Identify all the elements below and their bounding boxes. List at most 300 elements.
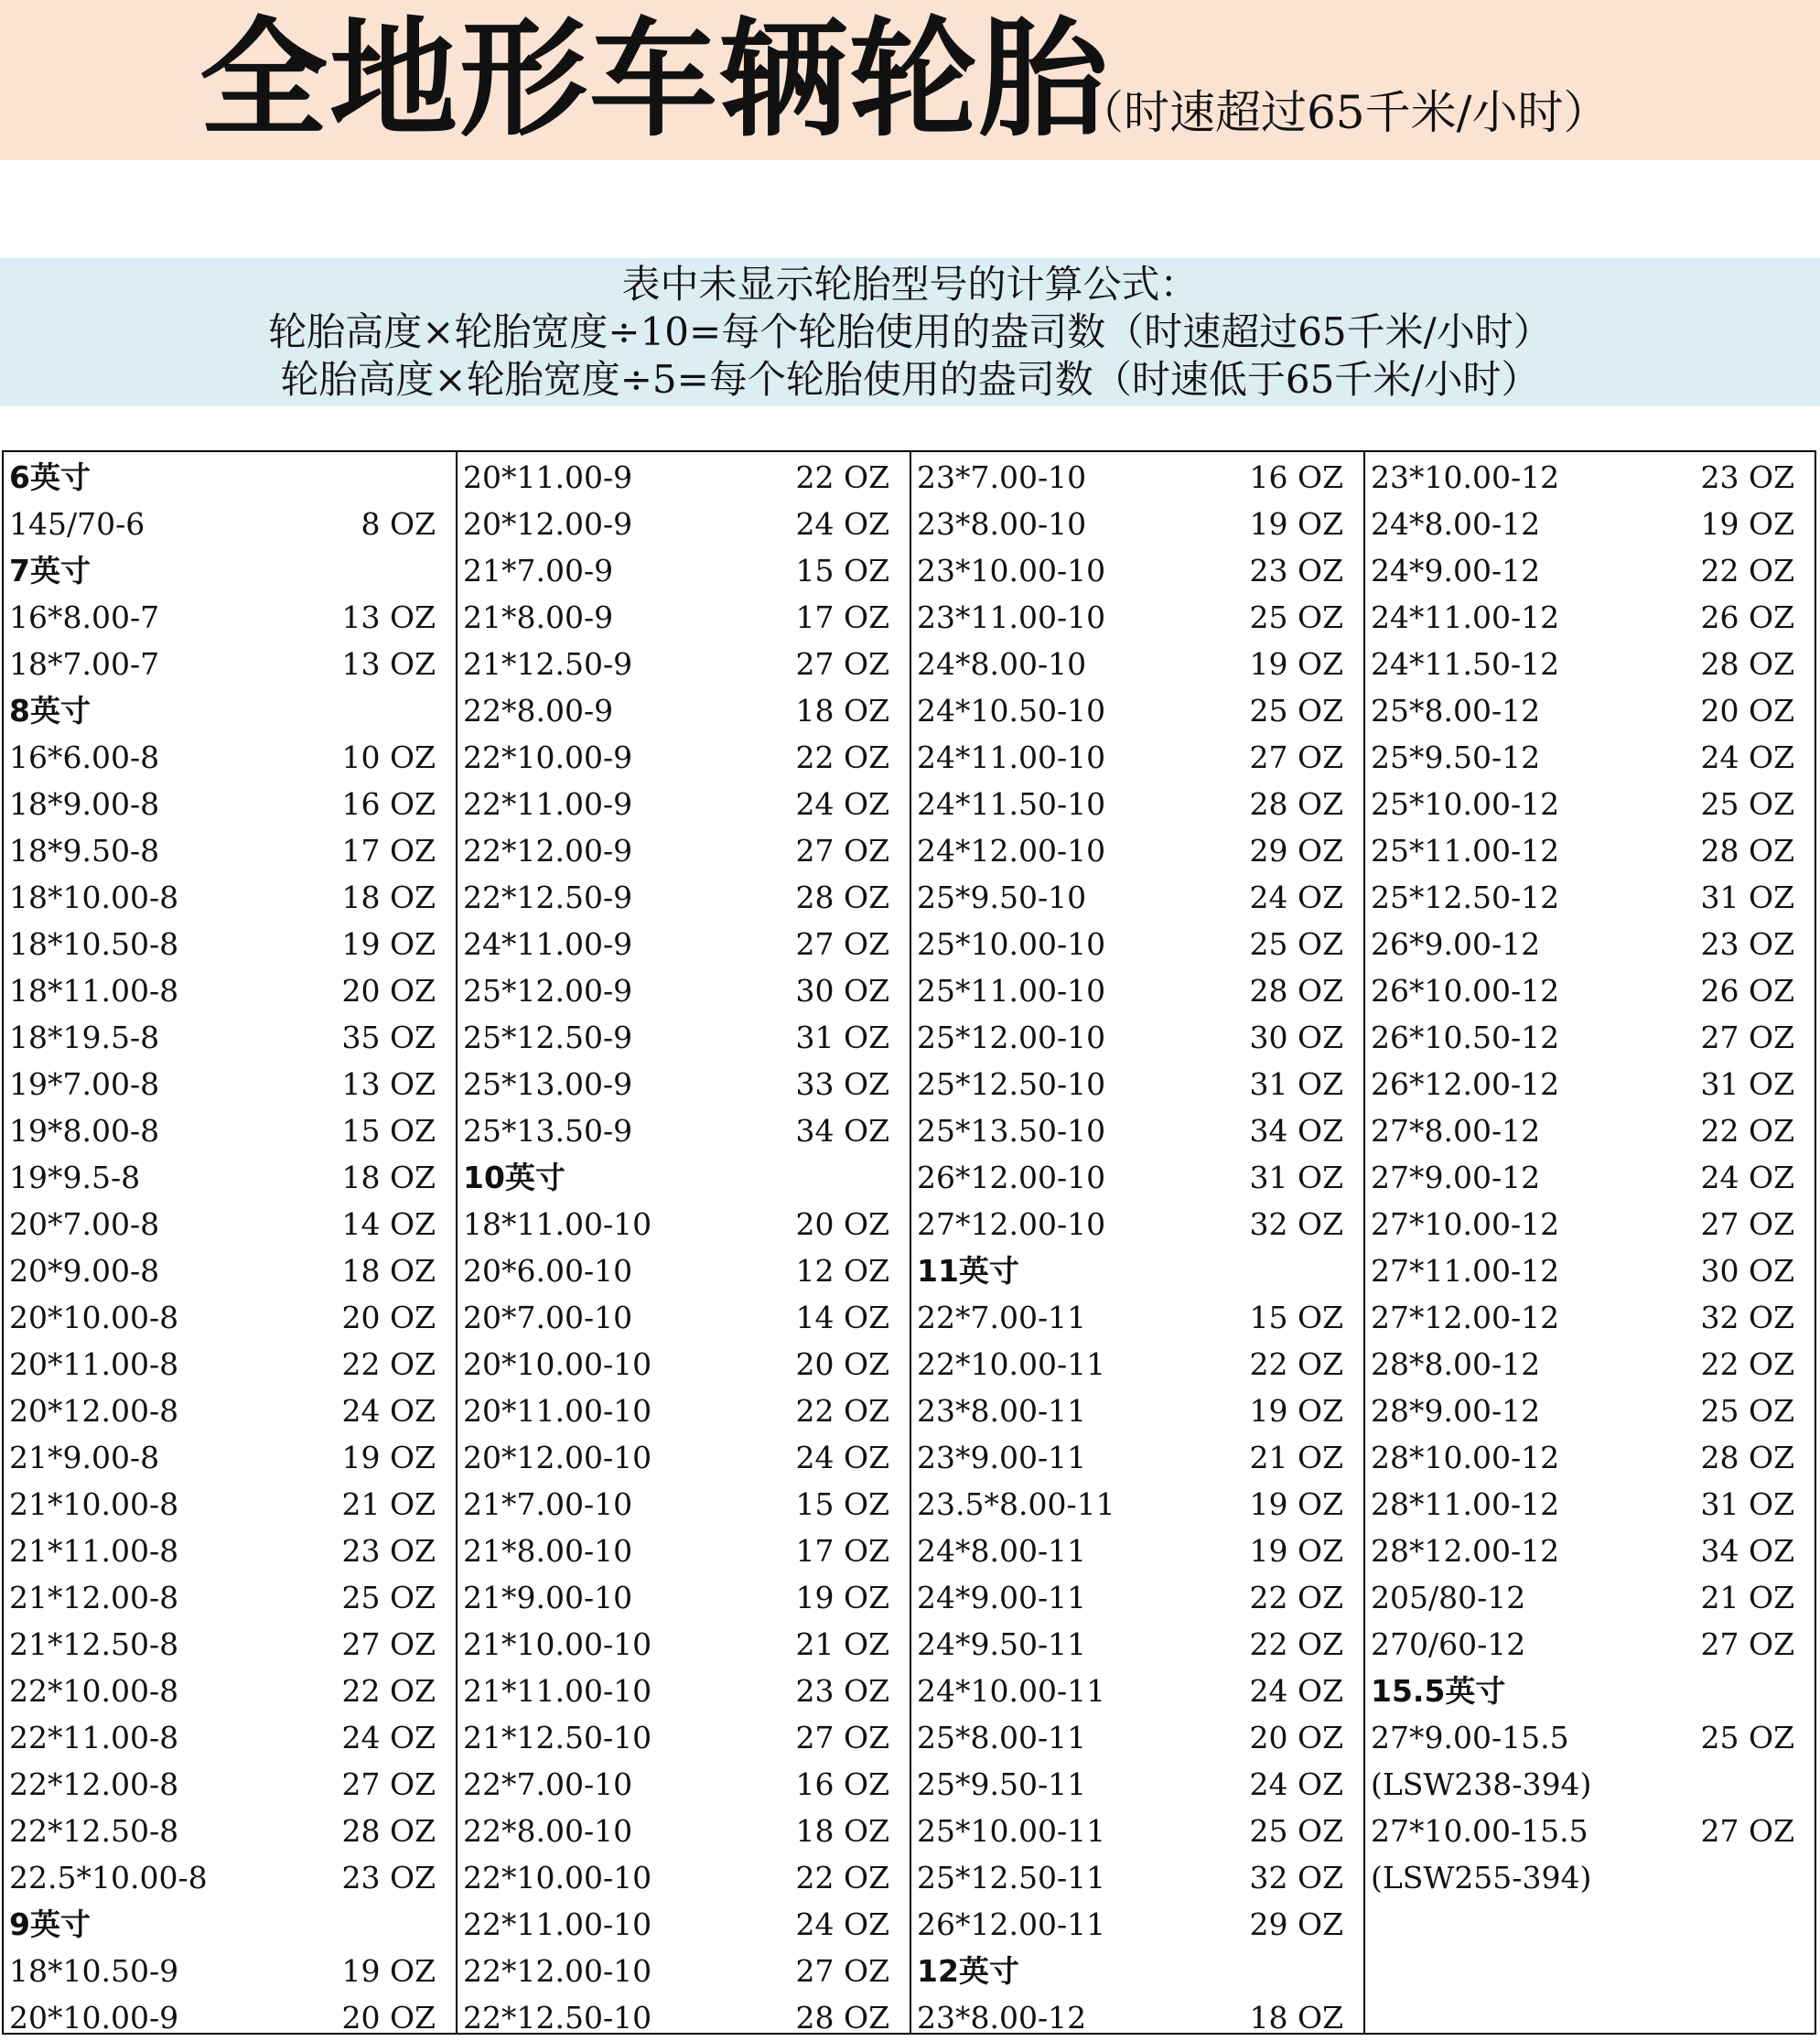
ounce-amount: 32 OZ [1249, 1206, 1343, 1242]
tire-size: 21*12.50-8 [9, 1626, 179, 1662]
table-row [1365, 1574, 1815, 1621]
table-row [458, 454, 910, 501]
table-column [1365, 452, 1815, 2033]
tire-size: 20*12.00-10 [463, 1440, 652, 1475]
table-row [4, 501, 456, 547]
section-header [4, 1901, 456, 1948]
table-row [911, 1901, 1363, 1948]
table-row [4, 967, 456, 1014]
ounce-amount: 17 OZ [341, 833, 436, 869]
formula-over-65: 轮胎高度×轮胎宽度÷10=每个轮胎使用的盎司数（时速超过65千米/小时） [268, 309, 1552, 354]
tire-size: 21*7.00-9 [463, 553, 614, 589]
tire-size: 24*11.00-9 [463, 926, 633, 962]
section-header [911, 1948, 1363, 1994]
tire-size: 22*11.00-9 [463, 786, 633, 822]
table-row [4, 1714, 456, 1761]
ounce-amount: 31 OZ [1700, 1066, 1794, 1102]
table-row [1365, 1014, 1815, 1061]
tire-size: 26*12.00-10 [917, 1160, 1106, 1195]
table-row [911, 781, 1363, 827]
tire-size: 270/60-12 [1371, 1626, 1526, 1662]
ounce-amount: 20 OZ [795, 1206, 889, 1242]
table-row [1365, 1481, 1815, 1528]
table-row [4, 1388, 456, 1434]
tire-size: 22*7.00-10 [463, 1766, 633, 1802]
tire-size: 205/80-12 [1371, 1580, 1526, 1615]
tire-size: 28*9.00-12 [1371, 1393, 1541, 1429]
ounce-amount: 24 OZ [1249, 880, 1343, 915]
tire-size: 20*7.00-10 [463, 1300, 633, 1335]
ounce-amount: 19 OZ [341, 1953, 436, 1989]
table-row [4, 1294, 456, 1341]
table-row [911, 1854, 1363, 1901]
tire-size: 25*12.50-12 [1371, 880, 1560, 915]
ounce-amount: 19 OZ [795, 1580, 889, 1615]
ounce-amount: 33 OZ [795, 1066, 889, 1102]
ounce-amount: 26 OZ [1700, 973, 1794, 1009]
tire-size: 16*6.00-8 [9, 740, 160, 775]
tire-size: 25*9.50-10 [917, 880, 1087, 915]
tire-size: 24*8.00-11 [917, 1533, 1087, 1569]
tire-size: 24*11.50-12 [1371, 646, 1560, 682]
ounce-amount: 18 OZ [341, 880, 436, 915]
table-row [1365, 1434, 1815, 1481]
tire-size: 19*7.00-8 [9, 1066, 160, 1102]
table-row [911, 1294, 1363, 1341]
ounce-amount: 22 OZ [795, 459, 889, 495]
tire-size: 20*11.00-9 [463, 459, 633, 495]
rim-size-label: 8英寸 [9, 693, 91, 729]
tire-size: 25*8.00-12 [1371, 693, 1541, 729]
ounce-amount: 25 OZ [1249, 1813, 1343, 1849]
tire-size: 21*8.00-10 [463, 1533, 633, 1569]
tire-size: 23*10.00-12 [1371, 459, 1560, 495]
ounce-amount: 21 OZ [1700, 1580, 1794, 1615]
ounce-amount: 15 OZ [795, 553, 889, 589]
table-row [458, 1528, 910, 1574]
tire-size-table [2, 450, 1816, 2035]
table-row [1365, 967, 1815, 1014]
ounce-amount: 18 OZ [795, 1813, 889, 1849]
ounce-amount: 27 OZ [795, 833, 889, 869]
table-row [458, 1107, 910, 1154]
table-row [1365, 1854, 1815, 1901]
ounce-amount: 20 OZ [341, 973, 436, 1009]
tire-size: 26*9.00-12 [1371, 926, 1541, 962]
ounce-amount: 35 OZ [341, 1020, 436, 1055]
table-row [911, 1714, 1363, 1761]
table-column [4, 452, 458, 2036]
ounce-amount: 21 OZ [341, 1486, 436, 1522]
tire-size: 20*12.00-9 [463, 506, 633, 542]
table-row [458, 1621, 910, 1668]
table-row [911, 454, 1363, 501]
ounce-amount: 28 OZ [795, 880, 889, 915]
table-row [911, 1201, 1363, 1247]
rim-size-label: 12英寸 [917, 1953, 1019, 1989]
section-header [1365, 1668, 1815, 1714]
table-row [458, 1761, 910, 1808]
table-row [4, 1668, 456, 1714]
table-row [458, 1854, 910, 1901]
table-row [911, 1154, 1363, 1201]
tire-size: 22*8.00-9 [463, 693, 614, 729]
ounce-amount: 15 OZ [1249, 1300, 1343, 1335]
table-row [4, 1247, 456, 1294]
ounce-amount: 22 OZ [1700, 1346, 1794, 1382]
tire-size: 22*12.00-9 [463, 833, 633, 869]
tire-size: 27*10.00-12 [1371, 1206, 1560, 1242]
table-row [4, 1107, 456, 1154]
ounce-amount: 22 OZ [1249, 1346, 1343, 1382]
ounce-amount: 25 OZ [341, 1580, 436, 1615]
ounce-amount: 10 OZ [341, 740, 436, 775]
tire-size: 20*11.00-10 [463, 1393, 652, 1429]
tire-size: 25*9.50-11 [917, 1766, 1087, 1802]
tire-size: 28*10.00-12 [1371, 1440, 1560, 1475]
tire-size: 24*11.00-12 [1371, 599, 1560, 635]
tire-size: 21*9.00-10 [463, 1580, 633, 1615]
ounce-amount: 31 OZ [795, 1020, 889, 1055]
tire-size: 22*10.00-9 [463, 740, 633, 775]
ounce-amount: 15 OZ [795, 1486, 889, 1522]
tire-size: 22*7.00-11 [917, 1300, 1087, 1335]
table-row [911, 1481, 1363, 1528]
table-row [458, 1247, 910, 1294]
table-row [1365, 1341, 1815, 1388]
ounce-amount: 32 OZ [1700, 1300, 1794, 1335]
ounce-amount: 28 OZ [341, 1813, 436, 1849]
table-row [4, 1528, 456, 1574]
tire-size: 18*11.00-10 [463, 1206, 652, 1242]
table-row [458, 687, 910, 734]
table-row [458, 921, 910, 967]
tire-size: 24*9.00-12 [1371, 553, 1541, 589]
table-row [911, 1341, 1363, 1388]
tire-size: 21*10.00-10 [463, 1626, 652, 1662]
ounce-amount: 27 OZ [795, 1953, 889, 1989]
ounce-amount: 16 OZ [795, 1766, 889, 1802]
table-row [458, 1994, 910, 2041]
ounce-amount: 34 OZ [795, 1113, 889, 1149]
ounce-amount: 19 OZ [1249, 1533, 1343, 1569]
tire-size: 26*10.00-12 [1371, 973, 1560, 1009]
tire-size: 18*7.00-7 [9, 646, 160, 682]
table-row [4, 1434, 456, 1481]
table-row [1365, 874, 1815, 921]
section-header [4, 454, 456, 501]
ounce-amount: 29 OZ [1249, 1906, 1343, 1942]
ounce-amount: 31 OZ [1700, 880, 1794, 915]
table-row [458, 1808, 910, 1854]
tire-size: 25*11.00-12 [1371, 833, 1560, 869]
table-row [458, 874, 910, 921]
tire-size: 25*10.00-12 [1371, 786, 1560, 822]
rim-size-label: 7英寸 [9, 553, 91, 589]
table-row [4, 1014, 456, 1061]
table-row [911, 1994, 1363, 2041]
tire-size: 16*8.00-7 [9, 599, 160, 635]
table-row [458, 641, 910, 687]
tire-size: 26*12.00-11 [917, 1906, 1106, 1942]
ounce-amount: 18 OZ [341, 1160, 436, 1195]
table-row [1365, 1761, 1815, 1808]
table-row [4, 1948, 456, 1994]
tire-size: 27*8.00-12 [1371, 1113, 1541, 1149]
table-row [4, 1061, 456, 1107]
table-row [458, 1574, 910, 1621]
tire-size: 18*9.00-8 [9, 786, 160, 822]
tire-size: 20*12.00-8 [9, 1393, 179, 1429]
table-row [4, 827, 456, 874]
tire-size: 25*12.50-9 [463, 1020, 633, 1055]
ounce-amount: 24 OZ [795, 1440, 889, 1475]
table-row [1365, 827, 1815, 874]
tire-size: 25*10.00-11 [917, 1813, 1106, 1849]
table-column [458, 452, 911, 2036]
ounce-amount: 24 OZ [341, 1720, 436, 1755]
table-row [4, 1761, 456, 1808]
ounce-amount: 18 OZ [341, 1253, 436, 1289]
ounce-amount: 17 OZ [795, 599, 889, 635]
ounce-amount: 24 OZ [1700, 740, 1794, 775]
tire-size: 21*12.00-8 [9, 1580, 179, 1615]
table-row [911, 967, 1363, 1014]
tire-size: 21*7.00-10 [463, 1486, 633, 1522]
tire-size: 27*9.00-12 [1371, 1160, 1541, 1195]
table-row [1365, 547, 1815, 594]
ounce-amount: 27 OZ [1249, 740, 1343, 775]
tire-size: 24*12.00-10 [917, 833, 1106, 869]
tire-size: 25*11.00-10 [917, 973, 1106, 1009]
table-row [4, 1854, 456, 1901]
ounce-amount: 24 OZ [795, 1906, 889, 1942]
ounce-amount: 31 OZ [1249, 1066, 1343, 1102]
tire-size: 20*9.00-8 [9, 1253, 160, 1289]
rim-size-label: 10英寸 [463, 1160, 565, 1195]
ounce-amount: 20 OZ [795, 1346, 889, 1382]
table-row [911, 594, 1363, 641]
tire-size: 19*8.00-8 [9, 1113, 160, 1149]
table-row [458, 1201, 910, 1247]
tire-size: 20*7.00-8 [9, 1206, 160, 1242]
tire-size: 22*11.00-8 [9, 1720, 179, 1755]
table-column [911, 452, 1365, 2036]
table-row [458, 1294, 910, 1341]
tire-size: 27*10.00-15.5 [1371, 1813, 1588, 1849]
section-header [911, 1247, 1363, 1294]
table-row [1365, 1808, 1815, 1854]
ounce-amount: 24 OZ [1700, 1160, 1794, 1195]
ounce-amount: 28 OZ [1700, 833, 1794, 869]
tire-size: 19*9.5-8 [9, 1160, 141, 1195]
table-row [911, 874, 1363, 921]
table-row [458, 967, 910, 1014]
tire-size: 23*8.00-11 [917, 1393, 1087, 1429]
tire-size: 25*12.50-10 [917, 1066, 1106, 1102]
tire-size: 23*7.00-10 [917, 459, 1087, 495]
table-row [1365, 1388, 1815, 1434]
table-row [4, 594, 456, 641]
table-row [4, 1341, 456, 1388]
tire-size: 18*10.50-8 [9, 926, 179, 962]
ounce-amount: 26 OZ [1700, 599, 1794, 635]
table-row [4, 641, 456, 687]
ounce-amount: 24 OZ [341, 1393, 436, 1429]
table-row [911, 1574, 1363, 1621]
table-row [911, 734, 1363, 781]
table-row [4, 1621, 456, 1668]
ounce-amount: 22 OZ [1700, 1113, 1794, 1149]
tire-size: 18*10.00-8 [9, 880, 179, 915]
ounce-amount: 19 OZ [1249, 646, 1343, 682]
tire-size: 27*12.00-10 [917, 1206, 1106, 1242]
tire-size: 26*12.00-12 [1371, 1066, 1560, 1102]
table-row [458, 827, 910, 874]
tire-size: 27*11.00-12 [1371, 1253, 1560, 1289]
table-row [911, 641, 1363, 687]
tire-size: 23*11.00-10 [917, 599, 1106, 635]
rim-size-label: 15.5英寸 [1371, 1673, 1506, 1709]
tire-size: 21*12.50-9 [463, 646, 633, 682]
table-row [911, 1621, 1363, 1668]
table-row [1365, 1201, 1815, 1247]
ounce-amount: 25 OZ [1249, 693, 1343, 729]
table-row [911, 1668, 1363, 1714]
table-row [1365, 594, 1815, 641]
ounce-amount: 22 OZ [795, 1393, 889, 1429]
ounce-amount: 14 OZ [795, 1300, 889, 1335]
table-row [4, 1154, 456, 1201]
ounce-amount: 25 OZ [1700, 1393, 1794, 1429]
section-header [4, 547, 456, 594]
tire-size: 22.5*10.00-8 [9, 1860, 208, 1895]
ounce-amount: 27 OZ [795, 926, 889, 962]
tire-size: 24*10.50-10 [917, 693, 1106, 729]
ounce-amount: 19 OZ [1700, 506, 1794, 542]
tire-size: 22*8.00-10 [463, 1813, 633, 1849]
table-row [1365, 1294, 1815, 1341]
table-row [911, 1434, 1363, 1481]
rim-size-label: 9英寸 [9, 1906, 91, 1942]
tire-size: 18*11.00-8 [9, 973, 179, 1009]
tire-size: 22*12.50-9 [463, 880, 633, 915]
table-row [1365, 641, 1815, 687]
tire-size: 24*9.00-11 [917, 1580, 1087, 1615]
tire-size: 25*9.50-12 [1371, 740, 1541, 775]
table-row [1365, 501, 1815, 547]
tire-size: 18*10.50-9 [9, 1953, 179, 1989]
ounce-amount: 22 OZ [1700, 553, 1794, 589]
ounce-amount: 31 OZ [1700, 1486, 1794, 1522]
tire-size: 145/70-6 [9, 506, 145, 542]
tire-size: 25*12.00-9 [463, 973, 633, 1009]
ounce-amount: 19 OZ [341, 926, 436, 962]
ounce-amount: 19 OZ [1249, 1393, 1343, 1429]
title-banner [0, 0, 1820, 160]
tire-size: 20*10.00-8 [9, 1300, 179, 1335]
tire-size: 24*8.00-12 [1371, 506, 1541, 542]
section-header [458, 1154, 910, 1201]
ounce-amount: 27 OZ [341, 1626, 436, 1662]
ounce-amount: 16 OZ [1249, 459, 1343, 495]
tire-size: 24*11.50-10 [917, 786, 1106, 822]
rim-size-label: 6英寸 [9, 459, 91, 495]
tire-size: 26*10.50-12 [1371, 1020, 1560, 1055]
table-row [458, 1668, 910, 1714]
ounce-amount: 23 OZ [795, 1673, 889, 1709]
ounce-amount: 23 OZ [341, 1533, 436, 1569]
table-row [4, 1808, 456, 1854]
table-row [4, 921, 456, 967]
tire-size: 25*12.50-11 [917, 1860, 1106, 1895]
section-header [4, 687, 456, 734]
ounce-amount: 30 OZ [1249, 1020, 1343, 1055]
table-row [911, 1808, 1363, 1854]
table-row [4, 781, 456, 827]
ounce-amount: 27 OZ [795, 1720, 889, 1755]
ounce-amount: 25 OZ [1700, 786, 1794, 822]
tire-size: 23*9.00-11 [917, 1440, 1087, 1475]
ounce-amount: 31 OZ [1249, 1160, 1343, 1195]
tire-size: (LSW255-394) [1371, 1860, 1592, 1895]
table-row [1365, 1714, 1815, 1761]
table-row [458, 1901, 910, 1948]
table-row [458, 501, 910, 547]
ounce-amount: 28 OZ [1249, 973, 1343, 1009]
ounce-amount: 22 OZ [795, 740, 889, 775]
tire-size: 24*9.50-11 [917, 1626, 1087, 1662]
tire-size: 25*13.00-9 [463, 1066, 633, 1102]
table-row [458, 1388, 910, 1434]
table-row [458, 547, 910, 594]
table-row [458, 781, 910, 827]
ounce-amount: 18 OZ [795, 693, 889, 729]
tire-size: 18*9.50-8 [9, 833, 160, 869]
tire-size: 24*8.00-10 [917, 646, 1087, 682]
formula-banner [0, 258, 1820, 406]
ounce-amount: 13 OZ [341, 646, 436, 682]
ounce-amount: 25 OZ [1249, 599, 1343, 635]
ounce-amount: 8 OZ [361, 506, 436, 542]
ounce-amount: 30 OZ [795, 973, 889, 1009]
ounce-amount: 20 OZ [341, 1300, 436, 1335]
tire-size: 28*11.00-12 [1371, 1486, 1560, 1522]
table-row [458, 734, 910, 781]
table-row [911, 687, 1363, 734]
table-row [1365, 1107, 1815, 1154]
table-row [4, 1481, 456, 1528]
page-subtitle: （时速超过65千米/小时） [1078, 86, 1610, 139]
ounce-amount: 28 OZ [1249, 786, 1343, 822]
ounce-amount: 23 OZ [1700, 926, 1794, 962]
table-row [911, 1107, 1363, 1154]
tire-size: 21*8.00-9 [463, 599, 614, 635]
tire-size: 24*10.00-11 [917, 1673, 1106, 1709]
tire-size: 27*12.00-12 [1371, 1300, 1560, 1335]
table-row [911, 921, 1363, 967]
table-row [1365, 1528, 1815, 1574]
tire-size: 25*12.00-10 [917, 1020, 1106, 1055]
ounce-amount: 27 OZ [1700, 1813, 1794, 1849]
tire-size: 20*6.00-10 [463, 1253, 633, 1289]
tire-size: 21*11.00-8 [9, 1533, 179, 1569]
ounce-amount: 27 OZ [341, 1766, 436, 1802]
ounce-amount: 23 OZ [341, 1860, 436, 1895]
ounce-amount: 24 OZ [1249, 1673, 1343, 1709]
ounce-amount: 30 OZ [1700, 1253, 1794, 1289]
ounce-amount: 19 OZ [1249, 1486, 1343, 1522]
